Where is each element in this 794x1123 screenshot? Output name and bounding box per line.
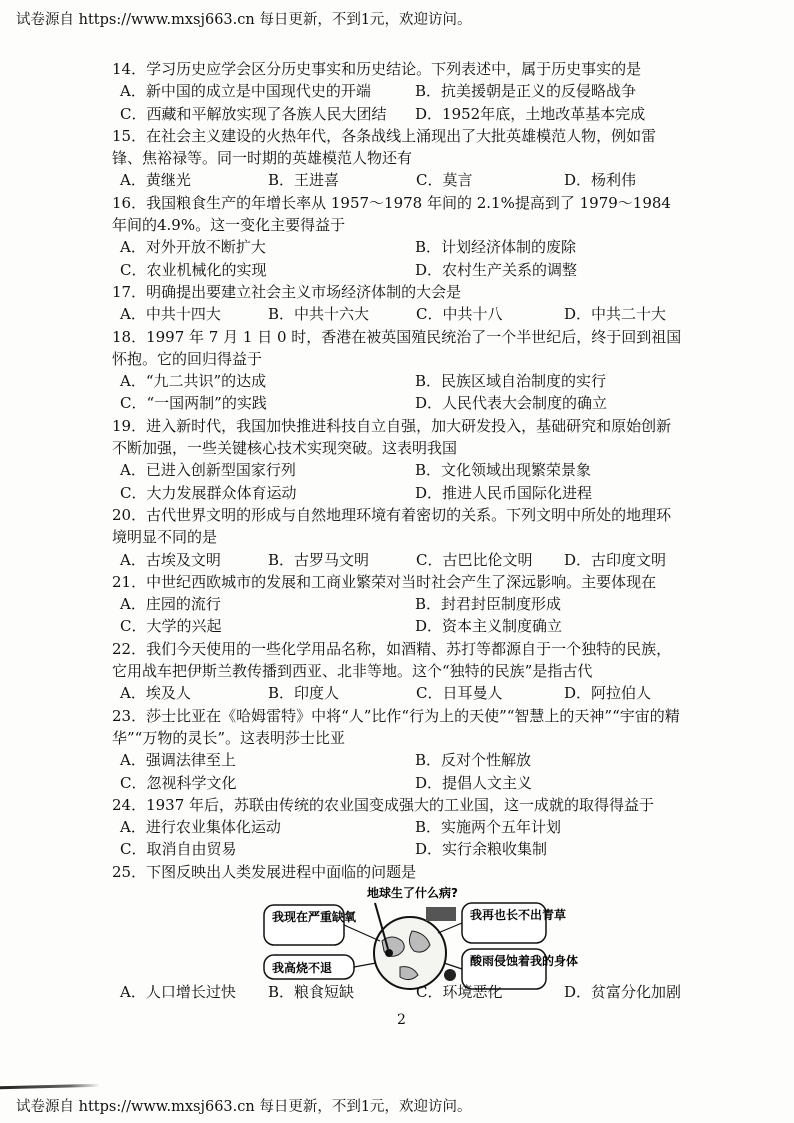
option-c: C．古巴比伦文明 [416, 550, 533, 569]
option-a: A．已进入创新型国家行列 [120, 461, 296, 480]
option-b: B．中共十六大 [268, 305, 370, 324]
earth-illness-figure [112, 883, 682, 1001]
option-d: D．阿拉伯人 [564, 684, 652, 703]
option-b: B．反对个性解放 [415, 751, 532, 770]
option-d: D．1952年底，土地改革基本完成 [415, 104, 646, 123]
option-a: A．古埃及文明 [120, 550, 221, 569]
option-d: D．中共二十大 [564, 305, 667, 324]
option-d: D．推进人民币国际化进程 [415, 483, 593, 502]
question-18 [112, 326, 682, 415]
question-stem: 24．1937 年后，苏联由传统的农业国变成强大的工业国，这一成就的取得得益于 [112, 795, 655, 814]
option-b: B．印度人 [268, 684, 340, 703]
option-d: D．贫富分化加剧 [564, 982, 682, 1001]
option-b: B．计划经济体制的废除 [415, 238, 577, 257]
question-stem: 15．在社会主义建设的火热年代，各条战线上涌现出了大批英雄模范人物，例如雷锋、焦裕禄等。同一时期的英雄模范人物还有 [112, 126, 657, 168]
option-b: B．粮食短缺 [268, 982, 355, 1001]
option-a: A．黄继光 [120, 171, 191, 190]
option-d: D．实行余粮收集制 [415, 840, 548, 859]
bubble-text-right-bottom: 酸雨侵蚀着我的身体 [470, 953, 579, 968]
option-c: C．中共十八 [416, 305, 503, 324]
question-19 [112, 415, 682, 504]
question-17 [112, 281, 682, 326]
figure-title: 地球生了什么病? [367, 885, 458, 900]
option-c: C．环境恶化 [416, 982, 503, 1001]
option-b: B．民族区域自治制度的实行 [415, 372, 607, 391]
option-c: C．“一国两制”的实践 [120, 394, 267, 413]
question-stem: 25．下图反映出人类发展进程中面临的问题是 [112, 862, 417, 881]
page-header: 试卷源自 https://www.mxsj663.cn 每日更新，不到1元，欢迎访问。 [16, 12, 472, 28]
option-a: A．新中国的成立是中国现代史的开端 [120, 82, 371, 101]
question-stem: 16．我国粮食生产的年增长率从 1957～1978 年间的 2.1%提高到了 1979～1984 年间的4.9%。这一变化主要得益于 [112, 193, 671, 235]
earth-cartoon [262, 883, 579, 995]
option-d: D．古印度文明 [564, 550, 667, 569]
question-21 [112, 571, 682, 638]
option-b: B．古罗马文明 [268, 550, 370, 569]
question-24 [112, 794, 682, 861]
option-c: C．大学的兴起 [120, 617, 222, 636]
factory-smoke-icon [426, 907, 456, 921]
question-15 [112, 125, 682, 192]
option-c: C．忽视科学文化 [120, 773, 237, 792]
question-stem: 18．1997 年 7 月 1 日 0 时，香港在被英国殖民统治了一个半世纪后，终于回到祖国怀抱。它的回归得益于 [112, 327, 682, 368]
option-a: A．人口增长过快 [120, 982, 236, 1001]
option-b: B．文化领域出现繁荣景象 [415, 461, 592, 480]
bubble-text-left-bottom: 我高烧不退 [272, 960, 333, 975]
option-c: C．莫言 [416, 171, 473, 190]
option-a: A．中共十四大 [120, 305, 221, 324]
option-a: A．庄园的流行 [120, 595, 221, 614]
question-14 [112, 58, 682, 125]
question-22 [112, 638, 682, 705]
question-stem: 14．学习历史应学会区分历史事实和历史结论。下列表述中，属于历史事实的是 [112, 60, 642, 78]
option-b: B．实施两个五年计划 [415, 818, 562, 837]
option-b: B．封君封臣制度形成 [415, 595, 562, 614]
page-footer: 试卷源自 https://www.mxsj663.cn 每日更新，不到1元，欢迎访问。 [16, 1099, 472, 1115]
option-a: A．“九二共识”的达成 [120, 372, 267, 391]
question-20 [112, 504, 682, 571]
question-stem: 17．明确提出要建立社会主义市场经济体制的大会是 [112, 282, 462, 301]
option-c: C．西藏和平解放实现了各族人民大团结 [120, 104, 387, 123]
option-c: C．农业机械化的实现 [120, 260, 267, 279]
option-d: D．农村生产关系的调整 [415, 260, 578, 279]
option-a: A．强调法律至上 [120, 751, 236, 770]
bubble-text-right-top: 我再也长不出青草 [470, 907, 567, 922]
option-a: A．进行农业集体化运动 [120, 818, 281, 837]
question-stem: 21．中世纪西欧城市的发展和工商业繁荣对当时社会产生了深远影响。主要体现在 [112, 572, 657, 591]
question-stem: 23．莎士比亚在《哈姆雷特》中将“人”比作“行为上的天使”“智慧上的天神”“宇宙的精华”“万物的灵长”。这表明莎士比亚 [112, 706, 680, 747]
option-d: D．资本主义制度确立 [415, 617, 563, 636]
acid-rain-drop-icon [444, 969, 456, 981]
question-16 [112, 192, 682, 281]
scan-streak [0, 1084, 100, 1090]
option-d: D．人民代表大会制度的确立 [415, 394, 608, 413]
option-b: B．抗美援朝是正义的反侵略战争 [415, 82, 637, 101]
option-b: B．王进喜 [268, 171, 340, 190]
question-stem: 19．进入新时代，我国加快推进科技自立自强，加大研发投入，基础研究和原始创新不断加强，一些关键核心技术实现突破。这表明我国 [112, 416, 672, 458]
question-23 [112, 705, 682, 794]
question-25 [112, 861, 682, 1001]
option-a: A．对外开放不断扩大 [120, 238, 266, 257]
question-stem: 22．我们今天使用的一些化学用品名称，如酒精、苏打等都源自于一个独特的民族，它用战车把伊斯兰教传播到西亚、北非等地。这个“独特的民族”是指古代 [112, 639, 672, 681]
option-c: C．大力发展群众体育运动 [120, 483, 297, 502]
option-a: A．埃及人 [120, 684, 191, 703]
option-d: D．提倡人文主义 [415, 773, 533, 792]
option-c: C．取消自由贸易 [120, 840, 237, 859]
page-number: 2 [397, 1012, 406, 1028]
option-d: D．杨利伟 [564, 171, 637, 190]
question-stem: 20．古代世界文明的形成与自然地理环境有着密切的关系。下列文明中所处的地理环境明显不同的是 [112, 505, 672, 547]
question-list [112, 58, 682, 1001]
bubble-text-left-top: 我现在严重缺氧 [272, 909, 357, 924]
option-c: C．日耳曼人 [416, 684, 503, 703]
